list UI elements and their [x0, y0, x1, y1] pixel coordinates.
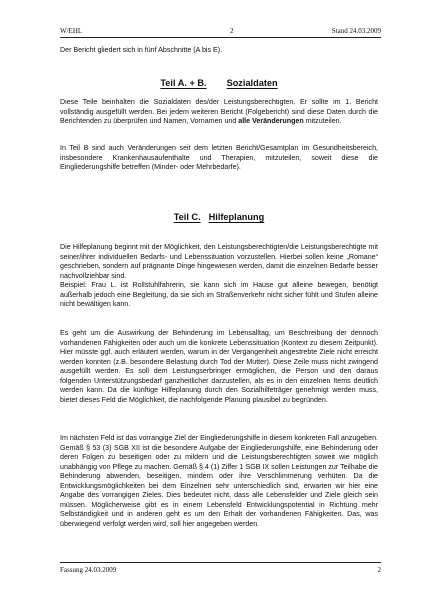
ab-p1-text: Diese Teile beinhalten die Sozialdaten des/der Leistungsberechtigten. Er sollte im 1. Bericht vollständig ausgefüllt werden. Bei jedem weiteren Bericht (Folgebericht) sind diese Daten durch die Berichtenden zu überprüfen und Namen, Vornamen und — [60, 98, 378, 126]
c-p2-text: Es geht um die Auswirkung der Behinderung im Lebensalltag, um Beschreibung der dennoch vorhandenen Fähigkeiten oder auch um die konkrete Lebenssituation (Kontext zu diesem Zeitpunkt). Hier müsste ggf. auch erläutert werden, warum in der Vergangenheit angestrebte Ziele nicht erreicht werden konnten (z.B. besondere Belastung durch Tod der Mutter). Diese Zeile muss nicht zwingend ausgefüllt werden. Es soll dem Leistungserbringer ermöglichen, die Person und den daraus folgenden Unterstützungsbedarf ganzheitlicher darzustellen, als es in den einzelnen Items deutlich werden kann. Da die künftige Hilfeplanung durch den Sozialhilfeträger genehmigt werden muss, bietet dieses Feld die Möglichkeit, die nachfolgende Planung plausibel zu begründen. — [60, 329, 378, 404]
intro-paragraph: Der Bericht gliedert sich in fünf Abschnitte (A bis E). — [60, 46, 223, 54]
c-p1-text: Die Hilfeplanung beginnt mit der Möglichkeit, den Leistungsberechtigten/die Leistungsberechtigte mit seiner/ihrer individuellen Bedarfs- und Lebenssituation vorzustellen. Hierbei sollen keine „Romane“ geschrieben, sondern auf prägnante Dinge hingewiesen werden, damit die einzelnen Bedarfe besser nachvollziehbar sind. — [60, 243, 378, 280]
section-c-paragraph-3 — [60, 434, 378, 529]
c-p1-example: Beispiel: Frau L. ist Rollstuhlfahrerin, sie kann sich im Hause gut alleine bewegen, benötigt außerhalb jedoch eine Begleitung, da sie sich im Straßenverkehr nicht sicher fühlt und Stufen alleine nicht bewältigen kann. — [60, 281, 378, 309]
footer-version: Fassung 24.03.2009 — [60, 566, 117, 574]
heading-ab-label: Teil A. + B. — [160, 78, 207, 88]
header-rule — [60, 37, 381, 38]
ab-p1-bold: alle Veränderungen — [238, 117, 304, 126]
ab-p2-text: In Teil B sind auch Veränderungen seit dem letzten Bericht/Gesamtplan im Gesundheitsbereich, insbesondere Krankenhausaufenthalte und Therapien, mitzuteilen, soweit diese die Eingliederungshilfe betreffen (Minder- oder Mehrbedarfe). — [60, 144, 378, 172]
section-c-paragraph-1 — [60, 243, 378, 310]
section-ab-paragraph-1 — [60, 98, 378, 127]
heading-c-label: Teil C. — [173, 212, 201, 222]
section-ab-paragraph-2 — [60, 144, 378, 173]
heading-teil-c — [60, 211, 378, 223]
intro-text — [60, 46, 378, 56]
c-p3-text: Im nächsten Feld ist das vorrangige Ziel der Eingliederungshilfe in diesem konkreten Fall anzugeben. Gemäß § 53 (3) SGB XII ist die besondere Aufgabe der Eingliederungshilfe, eine Behinderung oder deren Folgen zu beseitigen oder zu mildern und die Leistungsberechtigten soweit wie möglich unabhängig von Pflege zu machen. Gemäß § 4 (1) Ziffer 1 SGB IX sollen Leistungen zur Teilhabe die Behinderung abwenden, beseitigen, mindern oder ihre Verschlimmerung verhüten. Da die Entwicklungsmöglichkeiten bei dem Einzelnen sehr unterschiedlich sind, erwarten wir hier eine Angabe des vorrangigen Zieles. Dies bedeutet nicht, dass alle Lebensfelder und Ziele gleich sein müssen. Möglicherweise gibt es in einem Lebensfeld Entwicklungspotential in Richtung mehr Selbständigkeit und in anderen geht es um den Erhalt der vorhandenen Fähigkeiten. Das, was überwiegend verfolgt werden wird, soll hier angegeben werden. — [60, 434, 378, 528]
footer-rule — [60, 562, 381, 563]
ab-p1-text-end: mitzuteilen. — [303, 117, 342, 126]
header-date: Stand 24.03.2009 — [331, 27, 381, 35]
heading-c-title: Hilfeplanung — [208, 212, 265, 222]
heading-teil-ab — [60, 77, 378, 89]
header-left: W/EHL — [60, 27, 83, 35]
header-page-number: 2 — [230, 27, 234, 35]
heading-ab-title: Sozialdaten — [226, 78, 278, 88]
footer-page-number: 2 — [377, 566, 381, 574]
section-c-paragraph-2 — [60, 329, 378, 405]
